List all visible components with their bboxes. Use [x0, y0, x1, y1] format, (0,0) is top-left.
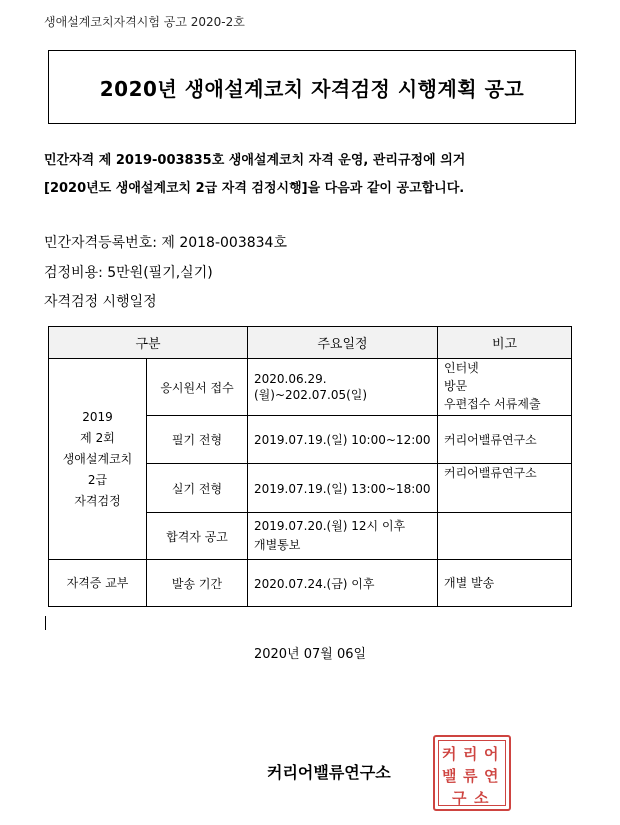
seal-char: 밸	[442, 767, 457, 785]
exam-category-line: 생애설계코치	[62, 451, 133, 466]
item-delivery: 발송 기간	[147, 560, 248, 607]
date-delivery: 2020.07.24.(금) 이후	[248, 560, 438, 607]
item-application: 응시원서 접수	[147, 359, 248, 416]
date-application: 2020.06.29.(월)~202.07.05(일)	[248, 359, 438, 416]
table-header-row	[49, 327, 572, 359]
table-row	[49, 560, 572, 607]
exam-category-line: 제 2회	[80, 430, 115, 445]
note-delivery: 개별 발송	[438, 560, 572, 607]
seal-char: 소	[474, 789, 489, 807]
schedule-table	[48, 326, 572, 607]
page-title	[48, 50, 576, 124]
seal-char: 연	[484, 767, 499, 785]
seal-char: 어	[484, 745, 499, 763]
date-line: 2019.07.20.(월) 12시 이후	[254, 519, 406, 533]
header-note: 비고	[438, 327, 572, 359]
date-line: 개별통보	[254, 538, 301, 552]
document-number: 생애설계코치자격시험 공고 2020-2호	[44, 15, 245, 29]
note-line: 우편접수 서류제출	[444, 397, 541, 411]
note-line: 인터넷	[444, 361, 479, 375]
note-line: 방문	[444, 379, 468, 393]
seal-char: 커	[442, 745, 457, 763]
intro-line-1: 민간자격 제 2019-003835호 생애설계코치 자격 운영, 관리규정에 의거	[44, 153, 466, 168]
note-practical-exam: 커리어밸류연구소	[438, 464, 572, 513]
date-announcement	[248, 513, 438, 560]
item-written-exam: 필기 전형	[147, 416, 248, 464]
certificate-category: 자격증 교부	[49, 560, 147, 607]
schedule-heading: 자격검정 시행일정	[44, 294, 157, 310]
exam-category-cell	[49, 359, 147, 560]
header-schedule: 주요일정	[248, 327, 438, 359]
item-announcement: 합격자 공고	[147, 513, 248, 560]
registration-number: 민간자격등록번호: 제 2018-003834호	[44, 235, 287, 251]
exam-category-line: 2급	[87, 472, 108, 487]
intro-line-2: [2020년도 생애설계코치 2급 자격 검정시행]을 다음과 같이 공고합니다.	[44, 181, 465, 196]
exam-category-line: 자격검정	[74, 493, 121, 508]
note-written-exam: 커리어밸류연구소	[438, 416, 572, 464]
official-seal	[433, 735, 511, 811]
header-category: 구분	[49, 327, 248, 359]
seal-char: 리	[463, 745, 478, 763]
exam-category-line: 2019	[82, 409, 113, 424]
seal-char: 류	[463, 767, 478, 785]
page-title-text: 2020년 생애설계코치 자격검정 시행계획 공고	[99, 76, 525, 101]
table-row	[49, 359, 572, 416]
text-cursor	[45, 616, 46, 630]
date-written-exam: 2019.07.19.(일) 10:00~12:00	[248, 416, 438, 464]
item-practical-exam: 실기 전형	[147, 464, 248, 513]
exam-fee: 검정비용: 5만원(필기,실기)	[44, 265, 213, 281]
announcement-date: 2020년 07월 06일	[253, 647, 367, 662]
organization-name: 커리어밸류연구소	[267, 763, 391, 782]
note-application	[438, 359, 572, 416]
date-practical-exam: 2019.07.19.(일) 13:00~18:00	[248, 464, 438, 513]
seal-char: 구	[452, 789, 467, 807]
note-announcement	[438, 513, 572, 560]
